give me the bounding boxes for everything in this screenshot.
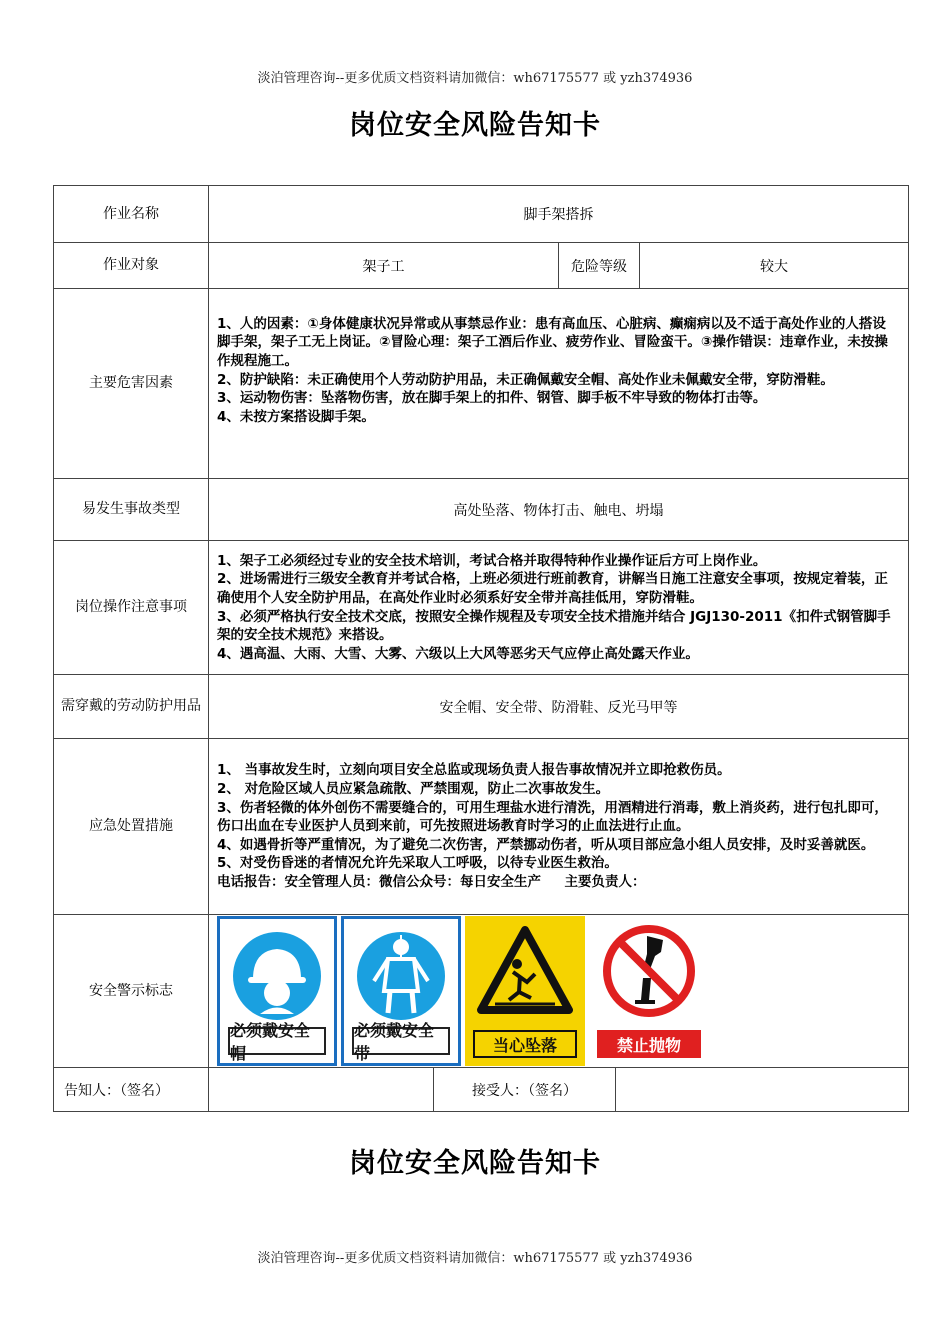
- precautions-label: 岗位操作注意事项: [54, 541, 209, 675]
- emergency-label: 应急处置措施: [54, 739, 209, 915]
- hazards-content: [209, 289, 909, 479]
- emergency-content: [209, 739, 909, 915]
- risk-level-label: 危险等级: [559, 243, 640, 289]
- no-throw-icon: [589, 916, 709, 1026]
- harness-icon: [344, 919, 458, 1027]
- accident-types-value: 高处坠落、物体打击、触电、坍塌: [209, 479, 909, 541]
- fall-icon: [465, 916, 585, 1026]
- sign-label: 当心坠落: [473, 1030, 577, 1058]
- emergency-line: 2、 对危险区域人员应紧急疏散、严禁围观，防止二次事故发生。: [217, 781, 610, 798]
- accident-types-label: 易发生事故类型: [54, 479, 209, 541]
- precaution-line: 3、必须严格执行安全技术交底，按照安全操作规程及专项安全技术措施并结合 JGJ130-2011《扣件式钢管脚手架的安全技术规范》来搭设。: [217, 608, 891, 644]
- risk-card-table: [53, 185, 909, 1112]
- page-title-bottom: 岗位安全风险告知卡: [349, 1148, 601, 1179]
- emergency-line: 5、对受伤昏迷的者情况允许先采取人工呼吸，以待专业医生救治。: [217, 855, 618, 872]
- sign-label: 禁止抛物: [597, 1030, 701, 1058]
- sign-caution-fall: [465, 916, 585, 1066]
- receiver-signature[interactable]: [616, 1068, 909, 1112]
- receiver-label: 接受人：（签名）: [434, 1068, 616, 1112]
- job-name-label: 作业名称: [54, 186, 209, 243]
- sign-must-wear-harness: [341, 916, 461, 1066]
- informer-signature[interactable]: [209, 1068, 434, 1112]
- precaution-line: 4、遇高温、大雨、大雪、大雾、六级以上大风等恶劣天气应停止高处露天作业。: [217, 645, 699, 662]
- hazard-line: 3、运动物伤害：坠落物伤害，放在脚手架上的扣件、钢管、脚手板不牢导致的物体打击等。: [217, 390, 767, 407]
- signs-label: 安全警示标志: [54, 915, 209, 1068]
- header-text: 淡泊管理咨询--更多优质文档资料请加微信：wh67175577 或 yzh374936: [257, 71, 693, 86]
- hazard-line: 1、人的因素：①身体健康状况异常或从事禁忌作业：患有高血压、心脏病、癫痫病以及不适于高处作业的人搭设脚手架，架子工无上岗证。②冒险心理：架子工酒后作业、疲劳作业、冒险蛮干。③操作错误：违章作业，未按操作规程施工。: [217, 315, 888, 369]
- precaution-line: 2、进场需进行三级安全教育并考试合格，上班必须进行班前教育，讲解当日施工注意安全事项，按规定着装，正确使用个人安全防护用品，在高处作业时必须系好安全带并高挂低用，穿防滑鞋。: [217, 571, 888, 606]
- job-target-label: 作业对象: [54, 243, 209, 289]
- informer-label: 告知人：（签名）: [54, 1068, 209, 1112]
- sign-label: 必须戴安全帽: [228, 1027, 326, 1055]
- emergency-line: 4、如遇骨折等严重情况，为了避免二次伤害，严禁挪动伤者，听从项目部应急小组人员安排，及时妥善就医。: [217, 836, 875, 853]
- emergency-line: 3、伤者轻微的体外创伤不需要缝合的，可用生理盐水进行清洗，用酒精进行消毒，敷上消炎药，进行包扎即可，伤口出血在专业医护人员到来前，可先按照进场教育时学习的止血法进行止血。: [217, 799, 888, 835]
- page-title: 岗位安全风险告知卡: [349, 110, 601, 141]
- footer-text: 淡泊管理咨询--更多优质文档资料请加微信：wh67175577 或 yzh374936: [257, 1251, 693, 1266]
- hazard-line: 2、防护缺陷：未正确使用个人劳动防护用品，未正确佩戴安全帽、高处作业未佩戴安全带，穿防滑鞋。: [217, 371, 834, 388]
- emergency-line: 1、 当事故发生时，立刻向项目安全总监或现场负责人报告事故情况并立即抢救伤员。: [217, 762, 731, 779]
- risk-level-value: 较大: [640, 243, 909, 289]
- ppe-label: 需穿戴的劳动防护用品: [54, 675, 209, 739]
- sign-must-wear-helmet: [217, 916, 337, 1066]
- sign-label: 必须戴安全带: [352, 1027, 450, 1055]
- precautions-content: [209, 541, 909, 675]
- ppe-value: 安全帽、安全带、防滑鞋、反光马甲等: [209, 675, 909, 739]
- emergency-line: 电话报告：安全管理人员：微信公众号：每日安全生产 主要负责人：: [217, 873, 646, 890]
- signs-content: [209, 915, 909, 1068]
- sign-no-throwing: [589, 916, 709, 1066]
- helmet-icon: [220, 919, 334, 1027]
- hazards-label: 主要危害因素: [54, 289, 209, 479]
- job-target-value: 架子工: [209, 243, 559, 289]
- job-name-value: 脚手架搭拆: [209, 186, 909, 243]
- hazard-line: 4、未按方案搭设脚手架。: [217, 408, 375, 425]
- precaution-line: 1、架子工必须经过专业的安全技术培训，考试合格并取得特种作业操作证后方可上岗作业。: [217, 552, 767, 569]
